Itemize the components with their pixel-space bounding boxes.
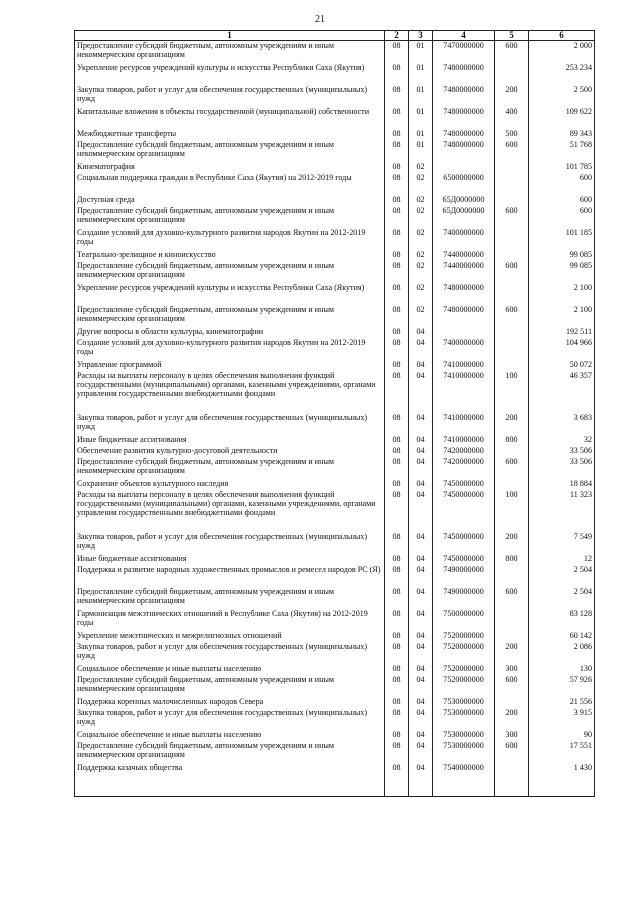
row-name: Другие вопросы в области культуры, кинематографии [75,327,385,338]
row-expense-type [495,763,529,797]
row-subsection: 02 [409,283,433,305]
row-name: Обеспечение развития культурно-досуговой деятельности [75,446,385,457]
row-section: 08 [385,129,409,140]
row-section: 08 [385,664,409,675]
row-amount: 21 556 [529,697,595,708]
row-expense-type [495,609,529,631]
row-name: Укрепление ресурсов учреждений культуры и искусства Республики Саха (Якутия) [75,283,385,305]
row-subsection: 04 [409,565,433,587]
row-expense-type: 600 [495,675,529,697]
row-target-code: 65Д0000000 [433,206,495,228]
row-name: Расходы на выплаты персоналу в целях обеспечения выполнения функций государственными (муниципальными) органами, казенными учреждениями, органами управления государственными внебюджетными фондами [75,371,385,413]
row-amount: 12 [529,554,595,565]
row-expense-type: 600 [495,140,529,162]
row-name: Расходы на выплаты персоналу в целях обеспечения выполнения функций государственными (муниципальными) органами, казенными учреждениями, органами управления государственными внебюджетными фондами [75,490,385,532]
row-amount: 32 [529,435,595,446]
row-expense-type: 400 [495,107,529,129]
row-subsection: 04 [409,360,433,371]
row-subsection: 04 [409,446,433,457]
row-target-code: 7440000000 [433,250,495,261]
row-name: Предоставление субсидий бюджетным, автономным учреждениям и иным некоммерческим организациям [75,457,385,479]
row-expense-type: 100 [495,490,529,532]
row-amount: 192 511 [529,327,595,338]
header-col-3: 3 [409,31,433,41]
row-amount: 33 506 [529,446,595,457]
row-section: 08 [385,708,409,730]
table-row [75,162,595,173]
table-row [75,327,595,338]
row-name: Капитальные вложения в объекты государственной (муниципальной) собственности [75,107,385,129]
row-target-code: 7450000000 [433,490,495,532]
row-subsection: 04 [409,490,433,532]
table-row [75,63,595,85]
row-target-code: 7520000000 [433,664,495,675]
row-name: Гармонизация межэтнических отношений в Республике Саха (Якутия) на 2012-2019 годы [75,609,385,631]
row-section: 08 [385,283,409,305]
row-subsection: 04 [409,631,433,642]
row-amount: 130 [529,664,595,675]
row-target-code: 7450000000 [433,554,495,565]
row-subsection: 01 [409,107,433,129]
row-section: 08 [385,697,409,708]
row-name: Укрепление ресурсов учреждений культуры и искусства Республики Саха (Якутия) [75,63,385,85]
row-target-code: 7500000000 [433,609,495,631]
row-section: 08 [385,413,409,435]
row-expense-type: 600 [495,587,529,609]
row-target-code [433,162,495,173]
row-section: 08 [385,631,409,642]
row-amount: 99 085 [529,261,595,283]
row-name: Предоставление субсидий бюджетным, автономным учреждениям и иным некоммерческим организациям [75,140,385,162]
row-subsection: 04 [409,741,433,763]
row-name: Социальное обеспечение и иные выплаты населению [75,730,385,741]
row-target-code: 7520000000 [433,631,495,642]
row-name: Предоставление субсидий бюджетным, автономным учреждениям и иным некоммерческим организациям [75,206,385,228]
row-amount: 51 768 [529,140,595,162]
row-section: 08 [385,371,409,413]
table-row [75,435,595,446]
table-row [75,228,595,250]
row-expense-type: 800 [495,554,529,565]
row-subsection: 01 [409,41,433,64]
row-target-code: 7450000000 [433,479,495,490]
row-subsection: 04 [409,327,433,338]
table-row [75,532,595,554]
row-expense-type: 200 [495,85,529,107]
row-section: 08 [385,140,409,162]
row-target-code: 7520000000 [433,675,495,697]
row-subsection: 01 [409,129,433,140]
row-name: Укрепление межэтнических и межрелигиозных отношений [75,631,385,642]
row-target-code: 7410000000 [433,360,495,371]
row-amount: 3 915 [529,708,595,730]
row-target-code: 7480000000 [433,305,495,327]
row-target-code: 6500000000 [433,173,495,195]
row-target-code: 7410000000 [433,435,495,446]
row-name: Закупка товаров, работ и услуг для обеспечения государственных (муниципальных) нужд [75,532,385,554]
row-amount: 2 100 [529,305,595,327]
row-section: 08 [385,763,409,797]
table-row [75,631,595,642]
row-section: 08 [385,173,409,195]
row-expense-type [495,327,529,338]
row-expense-type: 100 [495,371,529,413]
table-body [75,41,595,797]
row-subsection: 02 [409,305,433,327]
row-expense-type: 200 [495,532,529,554]
row-expense-type: 600 [495,206,529,228]
row-name: Сохранение объектов культурного наследия [75,479,385,490]
table-row [75,261,595,283]
row-amount: 101 785 [529,162,595,173]
row-expense-type [495,173,529,195]
row-name: Иные бюджетные ассигнования [75,554,385,565]
row-amount: 101 185 [529,228,595,250]
row-amount: 60 142 [529,631,595,642]
row-subsection: 02 [409,195,433,206]
table-row [75,457,595,479]
row-section: 08 [385,63,409,85]
row-subsection: 04 [409,609,433,631]
row-amount: 11 323 [529,490,595,532]
row-subsection: 04 [409,763,433,797]
row-expense-type: 600 [495,305,529,327]
row-subsection: 04 [409,730,433,741]
table-row [75,250,595,261]
row-target-code [433,327,495,338]
row-target-code: 7420000000 [433,457,495,479]
row-amount: 600 [529,195,595,206]
row-target-code: 7400000000 [433,228,495,250]
header-col-5: 5 [495,31,529,41]
row-amount: 600 [529,206,595,228]
table-row [75,129,595,140]
row-section: 08 [385,730,409,741]
row-amount: 253 234 [529,63,595,85]
row-section: 08 [385,261,409,283]
row-amount: 18 884 [529,479,595,490]
row-name: Кинематография [75,162,385,173]
row-expense-type [495,63,529,85]
row-amount: 99 085 [529,250,595,261]
row-section: 08 [385,565,409,587]
row-name: Закупка товаров, работ и услуг для обеспечения государственных (муниципальных) нужд [75,708,385,730]
row-amount: 1 430 [529,763,595,797]
row-subsection: 04 [409,371,433,413]
row-target-code: 7520000000 [433,642,495,664]
row-name: Предоставление субсидий бюджетным, автономным учреждениям и иным некоммерческим организациям [75,305,385,327]
row-amount: 33 506 [529,457,595,479]
row-name: Поддержка коренных малочисленных народов Севера [75,697,385,708]
budget-table [74,30,595,797]
row-subsection: 04 [409,479,433,490]
row-expense-type [495,338,529,360]
table-row [75,305,595,327]
row-section: 08 [385,85,409,107]
row-amount: 2 500 [529,85,595,107]
row-section: 08 [385,532,409,554]
row-target-code: 7480000000 [433,129,495,140]
row-amount: 83 128 [529,609,595,631]
row-subsection: 04 [409,642,433,664]
table-row [75,565,595,587]
table-row [75,338,595,360]
table-row [75,195,595,206]
row-expense-type [495,697,529,708]
row-target-code: 7480000000 [433,63,495,85]
row-subsection: 01 [409,85,433,107]
row-amount: 2 100 [529,283,595,305]
table-row [75,107,595,129]
row-amount: 3 683 [529,413,595,435]
row-expense-type [495,195,529,206]
row-target-code: 7530000000 [433,697,495,708]
table-row [75,85,595,107]
row-target-code: 7470000000 [433,41,495,64]
row-section: 08 [385,305,409,327]
row-expense-type: 200 [495,642,529,664]
table-row [75,479,595,490]
table-row [75,609,595,631]
table-row [75,413,595,435]
row-target-code: 7480000000 [433,140,495,162]
row-target-code: 7490000000 [433,587,495,609]
row-section: 08 [385,554,409,565]
row-name: Театрально-зрелищное и киноискусство [75,250,385,261]
row-target-code: 7480000000 [433,85,495,107]
row-name: Предоставление субсидий бюджетным, автономным учреждениям и иным некоммерческим организациям [75,675,385,697]
row-expense-type: 200 [495,708,529,730]
row-target-code: 7410000000 [433,413,495,435]
row-name: Закупка товаров, работ и услуг для обеспечения государственных (муниципальных) нужд [75,642,385,664]
row-subsection: 04 [409,554,433,565]
row-subsection: 02 [409,206,433,228]
row-name: Социальное обеспечение и иные выплаты населению [75,664,385,675]
row-section: 08 [385,206,409,228]
table-row [75,675,595,697]
row-name: Предоставление субсидий бюджетным, автономным учреждениям и иным некоммерческим организациям [75,261,385,283]
table-row [75,371,595,413]
row-section: 08 [385,228,409,250]
row-amount: 89 343 [529,129,595,140]
row-subsection: 04 [409,338,433,360]
row-subsection: 04 [409,697,433,708]
row-target-code: 7440000000 [433,261,495,283]
row-target-code: 7480000000 [433,107,495,129]
row-subsection: 02 [409,228,433,250]
row-expense-type [495,565,529,587]
row-target-code: 7530000000 [433,741,495,763]
header-col-4: 4 [433,31,495,41]
row-name: Межбюджетные трансферты [75,129,385,140]
row-expense-type: 600 [495,457,529,479]
row-expense-type: 800 [495,435,529,446]
row-amount: 2 000 [529,41,595,64]
row-target-code: 7490000000 [433,565,495,587]
row-section: 08 [385,338,409,360]
row-section: 08 [385,162,409,173]
row-name: Предоставление субсидий бюджетным, автономным учреждениям и иным некоммерческим организациям [75,741,385,763]
row-section: 08 [385,360,409,371]
row-subsection: 04 [409,413,433,435]
row-subsection: 04 [409,435,433,446]
row-subsection: 04 [409,675,433,697]
row-amount: 50 072 [529,360,595,371]
row-section: 08 [385,741,409,763]
row-expense-type [495,446,529,457]
row-subsection: 02 [409,162,433,173]
row-amount: 109 622 [529,107,595,129]
row-section: 08 [385,587,409,609]
row-name: Доступная среда [75,195,385,206]
row-expense-type: 600 [495,261,529,283]
table-row [75,283,595,305]
table-header-row [75,31,595,41]
table-row [75,173,595,195]
row-section: 08 [385,195,409,206]
row-name: Создание условий для духовно-культурного развития народов Якутии на 2012-2019 годы [75,228,385,250]
row-amount: 57 926 [529,675,595,697]
table-row [75,206,595,228]
table-row [75,741,595,763]
row-amount: 2 086 [529,642,595,664]
row-name: Социальная поддержка граждан в Республике Саха (Якутия) на 2012-2019 годы [75,173,385,195]
row-amount: 2 504 [529,587,595,609]
row-section: 08 [385,327,409,338]
row-amount: 600 [529,173,595,195]
row-section: 08 [385,675,409,697]
table-row [75,697,595,708]
row-amount: 17 551 [529,741,595,763]
table-row [75,360,595,371]
row-target-code: 65Д0000000 [433,195,495,206]
table-row [75,730,595,741]
row-subsection: 04 [409,587,433,609]
page-number: 21 [315,14,325,25]
row-section: 08 [385,609,409,631]
row-amount: 7 549 [529,532,595,554]
row-amount: 2 504 [529,565,595,587]
row-expense-type [495,360,529,371]
row-subsection: 04 [409,708,433,730]
row-section: 08 [385,107,409,129]
table-row [75,554,595,565]
row-target-code: 7450000000 [433,532,495,554]
row-subsection: 01 [409,140,433,162]
table-row [75,763,595,797]
table-row [75,642,595,664]
row-target-code: 7480000000 [433,283,495,305]
row-section: 08 [385,446,409,457]
table-row [75,587,595,609]
row-subsection: 02 [409,261,433,283]
row-amount: 90 [529,730,595,741]
row-expense-type: 500 [495,129,529,140]
row-section: 08 [385,490,409,532]
table-row [75,41,595,64]
row-name: Управление программой [75,360,385,371]
row-name: Предоставление субсидий бюджетным, автономным учреждениям и иным некоммерческим организациям [75,587,385,609]
row-subsection: 02 [409,250,433,261]
row-section: 08 [385,642,409,664]
row-name: Иные бюджетные ассигнования [75,435,385,446]
row-name: Создание условий для духовно-культурного развития народов Якутии на 2012-2019 годы [75,338,385,360]
table-row [75,140,595,162]
row-expense-type: 200 [495,413,529,435]
row-subsection: 01 [409,63,433,85]
row-target-code: 7410000000 [433,371,495,413]
row-expense-type [495,162,529,173]
row-target-code: 7540000000 [433,763,495,797]
row-expense-type: 600 [495,741,529,763]
row-expense-type [495,631,529,642]
row-section: 08 [385,457,409,479]
row-amount: 46 357 [529,371,595,413]
row-section: 08 [385,41,409,64]
row-target-code: 7400000000 [433,338,495,360]
row-expense-type [495,479,529,490]
row-section: 08 [385,479,409,490]
table-row [75,664,595,675]
row-name: Поддержка казачьих общества [75,763,385,797]
row-name: Закупка товаров, работ и услуг для обеспечения государственных (муниципальных) нужд [75,85,385,107]
row-expense-type [495,283,529,305]
row-expense-type: 300 [495,730,529,741]
row-expense-type [495,228,529,250]
row-subsection: 04 [409,532,433,554]
table-row [75,490,595,532]
row-expense-type: 600 [495,41,529,64]
row-amount: 104 966 [529,338,595,360]
row-target-code: 7530000000 [433,730,495,741]
row-section: 08 [385,250,409,261]
row-subsection: 02 [409,173,433,195]
row-name: Предоставление субсидий бюджетным, автономным учреждениям и иным некоммерческим организациям [75,41,385,64]
header-col-2: 2 [385,31,409,41]
header-col-6: 6 [529,31,595,41]
row-subsection: 04 [409,664,433,675]
header-col-1: 1 [75,31,385,41]
table-row [75,708,595,730]
row-name: Закупка товаров, работ и услуг для обеспечения государственных (муниципальных) нужд [75,413,385,435]
row-name: Поддержка и развитие народных художественных промыслов и ремесел народов РС (Я) [75,565,385,587]
row-target-code: 7420000000 [433,446,495,457]
row-section: 08 [385,435,409,446]
row-expense-type: 300 [495,664,529,675]
row-target-code: 7530000000 [433,708,495,730]
row-subsection: 04 [409,457,433,479]
table-row [75,446,595,457]
row-expense-type [495,250,529,261]
